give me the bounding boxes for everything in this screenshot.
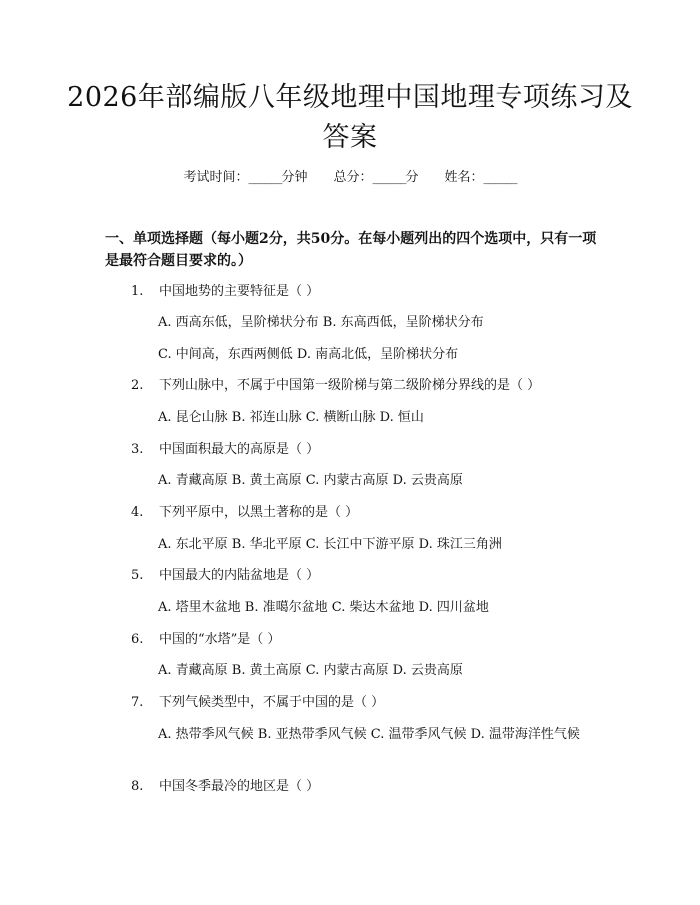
score-unit: 分 bbox=[405, 170, 419, 185]
question-2-options: A. 昆仑山脉 B. 祁连山脉 C. 横断山脉 D. 恒山 bbox=[158, 410, 424, 425]
exam-info-line bbox=[0, 169, 700, 187]
question-text: 中国冬季最冷的地区是（ ） bbox=[159, 779, 320, 794]
time-label: 考试时间： bbox=[183, 170, 249, 185]
question-1-options-line-2: C. 中间高，东西两侧低 D. 南高北低，呈阶梯状分布 bbox=[158, 347, 459, 362]
question-text: 下列平原中，以黑土著称的是（ ） bbox=[159, 505, 359, 520]
question-text: 中国的“水塔”是（ ） bbox=[159, 632, 281, 647]
question-number: 3. bbox=[131, 442, 144, 457]
question-5 bbox=[131, 567, 319, 585]
question-7 bbox=[131, 694, 384, 712]
question-6-options: A. 青藏高原 B. 黄土高原 C. 内蒙古高原 D. 云贵高原 bbox=[158, 663, 463, 678]
question-number: 1. bbox=[131, 284, 144, 299]
question-2 bbox=[131, 377, 540, 395]
question-7-options: A. 热带季风气候 B. 亚热带季风气候 C. 温带季风气候 D. 温带海洋性气候 bbox=[158, 727, 580, 742]
question-number: 6. bbox=[131, 632, 144, 647]
question-number: 4. bbox=[131, 505, 144, 520]
question-number: 7. bbox=[131, 695, 144, 710]
question-1 bbox=[131, 283, 319, 301]
question-3-options: A. 青藏高原 B. 黄土高原 C. 内蒙古高原 D. 云贵高原 bbox=[158, 473, 463, 488]
question-3 bbox=[131, 441, 319, 459]
question-4-options: A. 东北平原 B. 华北平原 C. 长江中下游平原 D. 珠江三角洲 bbox=[158, 537, 502, 552]
document-title: 2026年部编版八年级地理中国地理专项练习及答案 bbox=[67, 82, 633, 153]
name-blank: ______ bbox=[483, 170, 517, 185]
question-number: 5. bbox=[131, 568, 144, 583]
time-blank: ______ bbox=[248, 170, 282, 185]
section-title: 一、单项选择题（每小题2分，共50分。在每小题列出的四个选项中，只有一项是最符合题目要求的。） bbox=[105, 231, 597, 269]
question-text: 中国面积最大的高原是（ ） bbox=[159, 442, 320, 457]
question-8 bbox=[131, 778, 319, 796]
question-5-options: A. 塔里木盆地 B. 准噶尔盆地 C. 柴达木盆地 D. 四川盆地 bbox=[158, 600, 489, 615]
question-4 bbox=[131, 504, 358, 522]
score-label: 总分： bbox=[333, 170, 373, 185]
score-blank: ______ bbox=[372, 170, 406, 185]
time-unit: 分钟 bbox=[281, 170, 308, 185]
question-text: 下列气候类型中，不属于中国的是（ ） bbox=[159, 695, 385, 710]
question-1-options-line-1: A. 西高东低，呈阶梯状分布 B. 东高西低，呈阶梯状分布 bbox=[158, 315, 484, 330]
name-label: 姓名： bbox=[444, 170, 484, 185]
question-number: 2. bbox=[131, 378, 144, 393]
question-6 bbox=[131, 631, 280, 649]
question-text: 中国地势的主要特征是（ ） bbox=[159, 284, 320, 299]
question-number: 8. bbox=[131, 779, 144, 794]
question-text: 下列山脉中，不属于中国第一级阶梯与第二级阶梯分界线的是（ ） bbox=[159, 378, 541, 393]
question-text: 中国最大的内陆盆地是（ ） bbox=[159, 568, 320, 583]
